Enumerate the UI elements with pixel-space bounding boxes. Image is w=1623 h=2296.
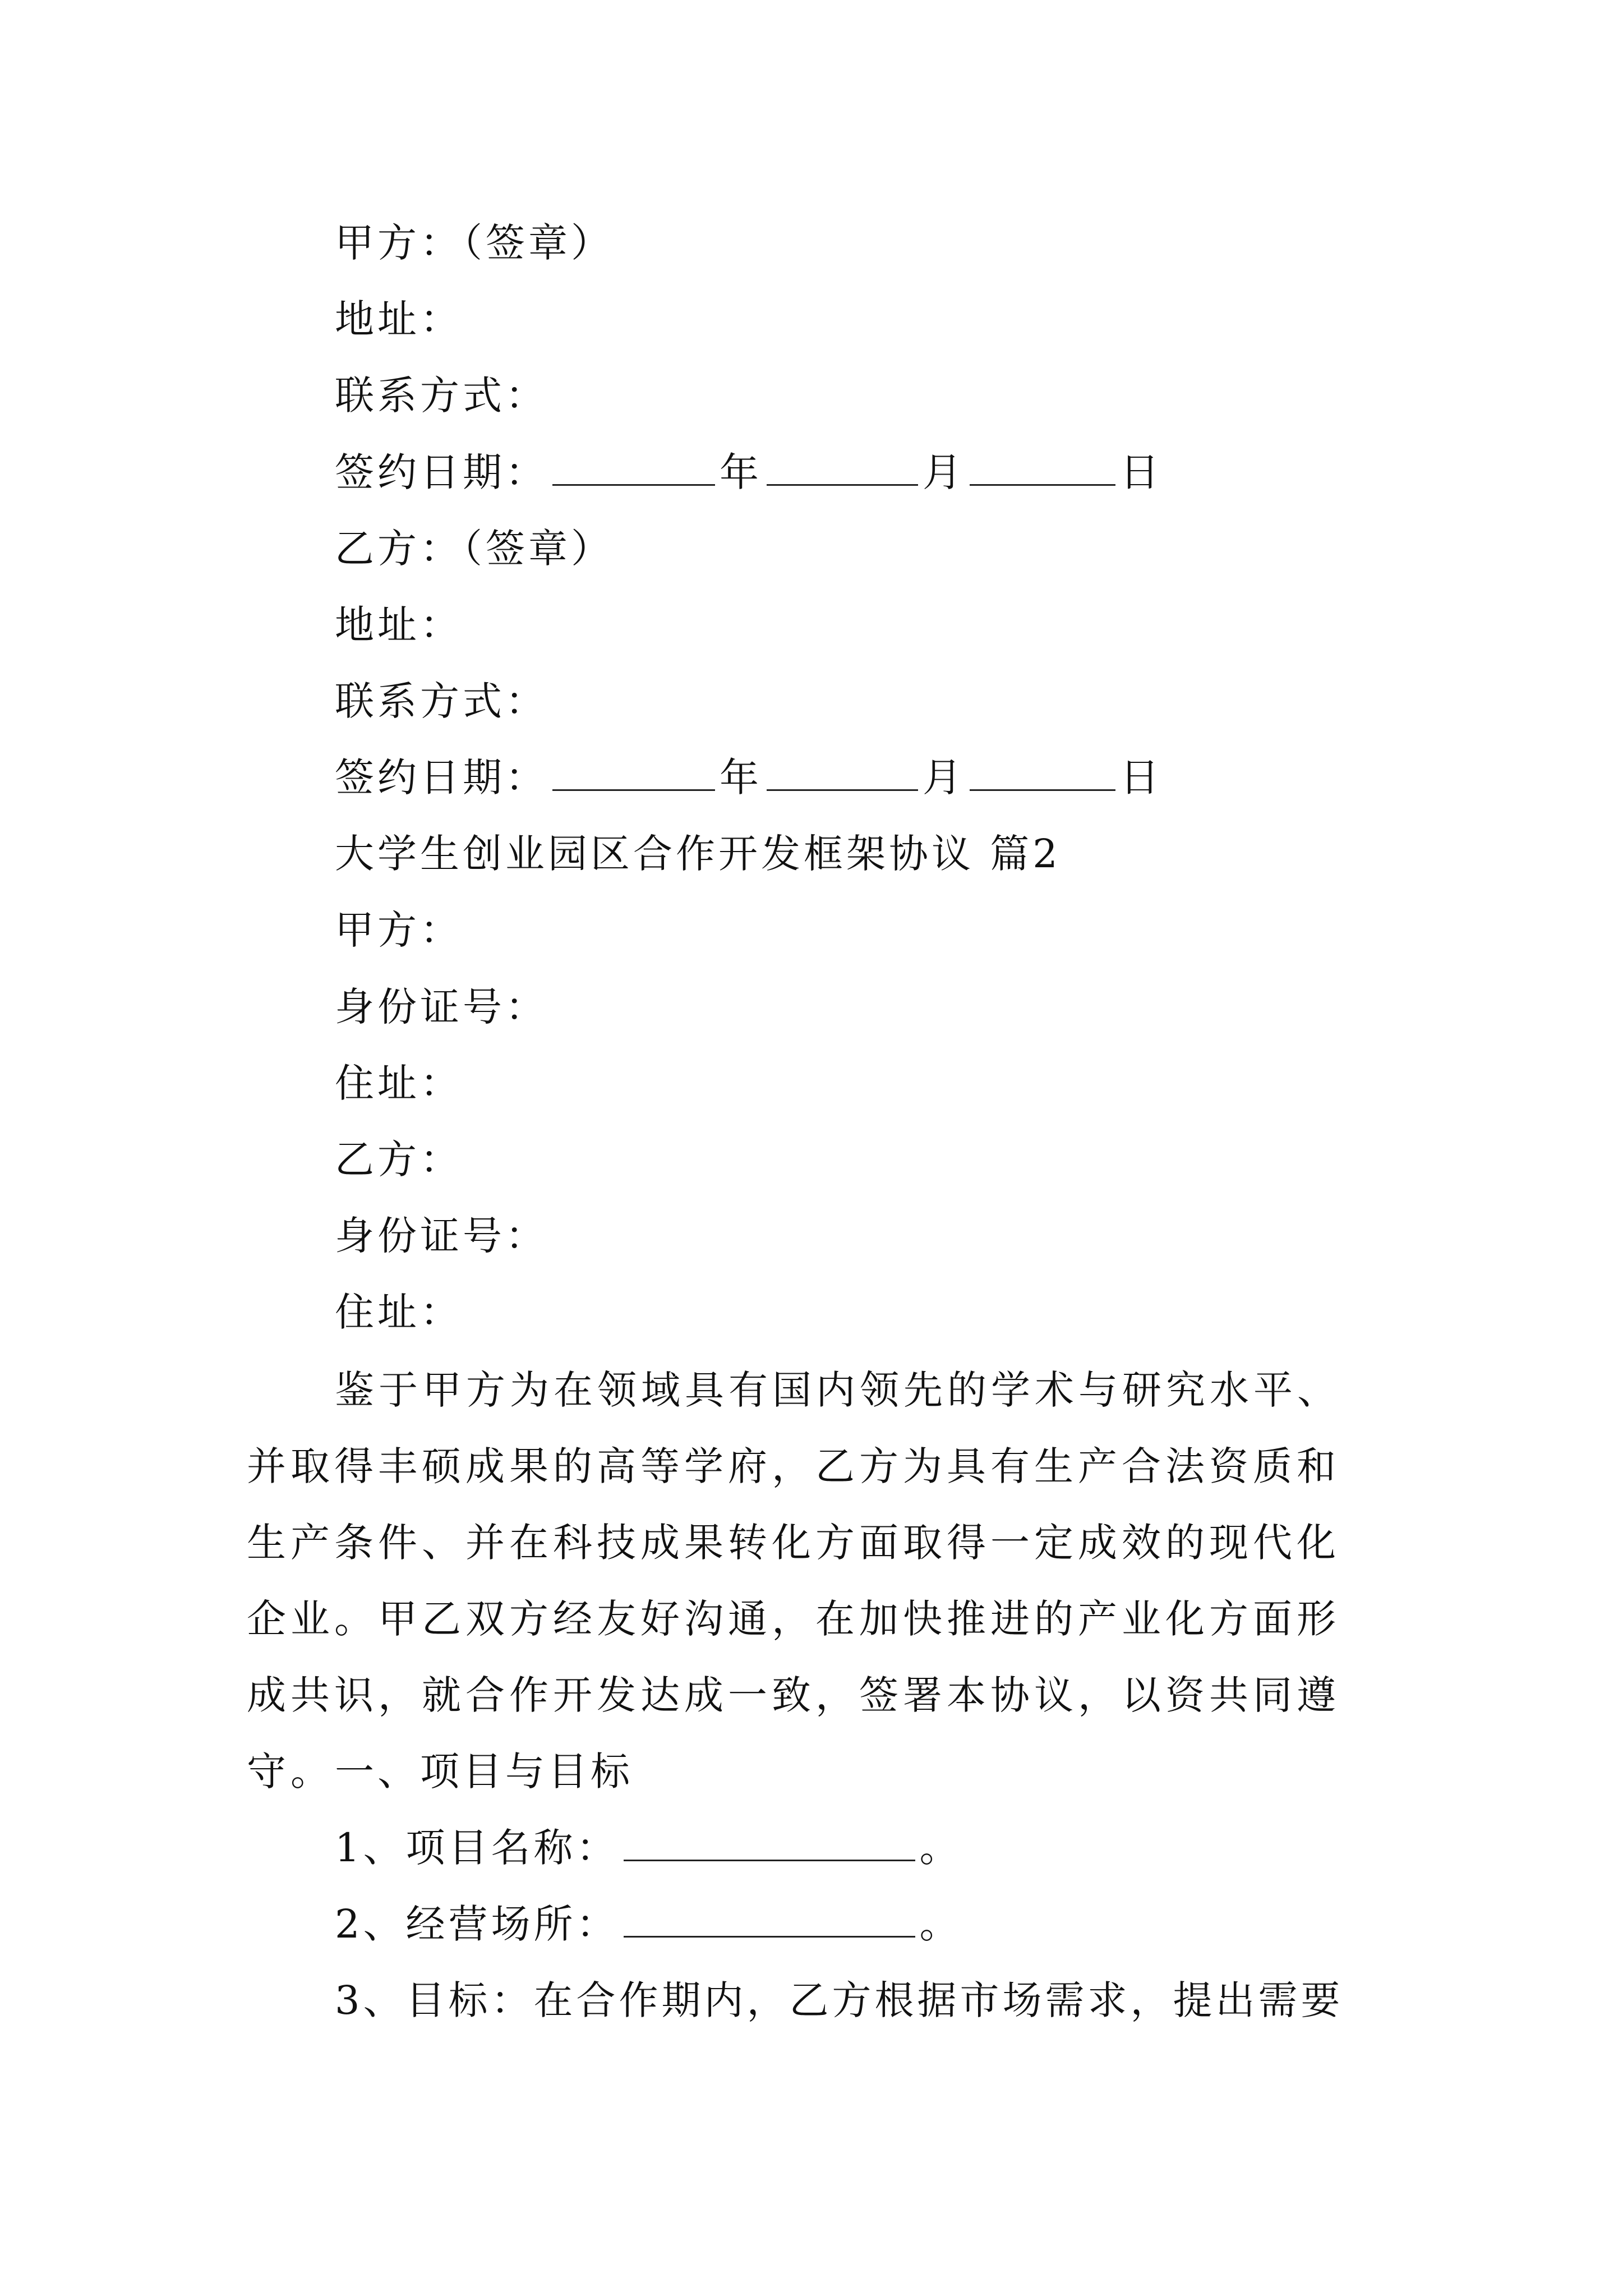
party-b-address-label: 地址： [335, 602, 463, 648]
party-b-id-label: 身份证号： [335, 1213, 548, 1259]
section-title: 一、项目与目标 [335, 1749, 633, 1795]
party-a-contact-label: 联系方式： [335, 372, 548, 418]
project-name-label: 1、项目名称： [335, 1825, 619, 1871]
party-a-date-row [335, 447, 1163, 498]
preamble-paragraph: 鉴于甲方为在领域具有国内领先的学术与研究水平、并取得丰硕成果的高等学府，乙方为具有生产合法资质和生产条件、并在科技成果转化方面取得一定成效的现代化企业。甲乙双方经友好沟通，在加快推进的产业化方面形成共识，就合作开发达成一致，签署本协议，以资共同遵守。 [247, 1367, 1341, 1795]
day-blank [970, 754, 1115, 791]
business-site-row [335, 1899, 962, 1949]
party-b-date-row [335, 752, 1163, 803]
day-label: 日 [1120, 754, 1163, 800]
project-name-blank [624, 1825, 915, 1861]
month-blank [767, 754, 918, 791]
year-label: 年 [720, 449, 762, 495]
party-a-label: 甲方： [335, 907, 463, 953]
period: 。 [919, 1901, 962, 1947]
party-a-sign-label: 甲方：（签章） [335, 220, 614, 266]
day-label: 日 [1120, 449, 1163, 495]
objective-line: 3、目标：在合作期内，乙方根据市场需求，提出需要 [335, 1977, 1344, 2023]
date-label: 签约日期： [335, 754, 548, 800]
day-blank [970, 449, 1115, 486]
party-b-label: 乙方： [335, 1137, 463, 1182]
business-site-label: 2、经营场所： [335, 1901, 619, 1947]
party-a-address-label: 地址： [335, 296, 463, 342]
month-label: 月 [923, 754, 965, 800]
period: 。 [919, 1825, 962, 1871]
project-name-row [335, 1823, 962, 1873]
party-a-address-label: 住址： [335, 1060, 463, 1106]
month-label: 月 [923, 449, 965, 495]
year-blank [552, 449, 715, 486]
year-blank [552, 754, 715, 791]
month-blank [767, 449, 918, 486]
agreement-title: 大学生创业园区合作开发框架协议 篇2 [335, 831, 1061, 877]
party-a-id-label: 身份证号： [335, 984, 548, 1030]
year-label: 年 [720, 754, 762, 800]
party-b-sign-label: 乙方：（签章） [335, 526, 614, 572]
business-site-blank [624, 1901, 915, 1938]
date-label: 签约日期： [335, 449, 548, 495]
party-b-address-label: 住址： [335, 1289, 463, 1335]
party-b-contact-label: 联系方式： [335, 678, 548, 724]
